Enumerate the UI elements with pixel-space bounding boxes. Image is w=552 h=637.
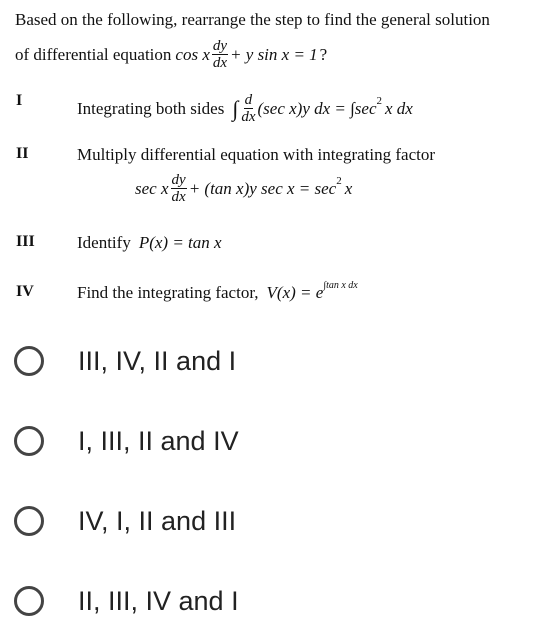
question-eq-rest: + y sin x = 1 (230, 44, 318, 64)
question-prefix: of differential equation (15, 44, 172, 64)
answer-option-label: IV, I, II and III (78, 505, 237, 536)
answer-option-label: I, III, II and IV (78, 425, 239, 456)
step-eq-superscript: ∫tan x dx (323, 279, 358, 291)
answer-option-1[interactable] (0, 336, 552, 386)
question-text-line2 (15, 38, 327, 71)
question-eq-fraction (212, 38, 228, 71)
answer-option-3[interactable] (0, 496, 552, 546)
question-suffix: ? (319, 44, 328, 64)
step-numeral: IV (16, 283, 34, 300)
step-ii-equation (135, 172, 352, 205)
answer-option-label: II, III, IV and I (78, 585, 239, 616)
step-numeral: II (16, 145, 29, 162)
step-numeral: III (16, 233, 35, 250)
answer-option-label: III, IV, II and I (78, 345, 237, 376)
step-eq: V(x) = e (266, 283, 324, 302)
step-eq: P(x) = tan x (138, 233, 222, 252)
step-text: Find the integrating factor, (77, 283, 259, 302)
step-eq-fraction (241, 92, 255, 125)
step-eq-tail: x (344, 178, 353, 198)
answer-option-4[interactable] (0, 576, 552, 626)
radio-button-icon[interactable] (14, 346, 44, 376)
step-eq-den: dx (241, 109, 256, 125)
step-text: Integrating both sides (77, 98, 225, 118)
step-eq-fraction (171, 172, 187, 205)
step-text: Identify (77, 233, 131, 252)
radio-button-icon[interactable] (14, 426, 44, 456)
question-eq-num: dy (212, 38, 228, 54)
question-text-line1: Based on the following, rearrange the step to find the general solution (15, 10, 490, 29)
radio-button-icon[interactable] (14, 506, 44, 536)
step-eq-superscript: 2 (376, 94, 383, 107)
question-eq-den: dx (212, 55, 228, 71)
step-eq-body: + (tan x)y sec x = sec (188, 178, 337, 198)
step-eq-body: (sec x)y dx = ∫sec (257, 98, 377, 118)
integral-symbol: ∫ (232, 95, 239, 121)
step-eq-head: sec x (135, 178, 169, 198)
step-eq-num: dy (171, 172, 186, 188)
step-eq-num: d (244, 92, 253, 108)
step-eq-superscript: 2 (336, 174, 342, 187)
step-numeral: I (16, 92, 23, 109)
step-eq-tail: x dx (385, 98, 413, 118)
radio-button-icon[interactable] (14, 586, 44, 616)
question-eq-cos: cos x (175, 44, 210, 64)
step-text: Multiply differential equation with integrating factor (77, 145, 436, 164)
answer-option-2[interactable] (0, 416, 552, 466)
step-eq-den: dx (171, 189, 186, 205)
